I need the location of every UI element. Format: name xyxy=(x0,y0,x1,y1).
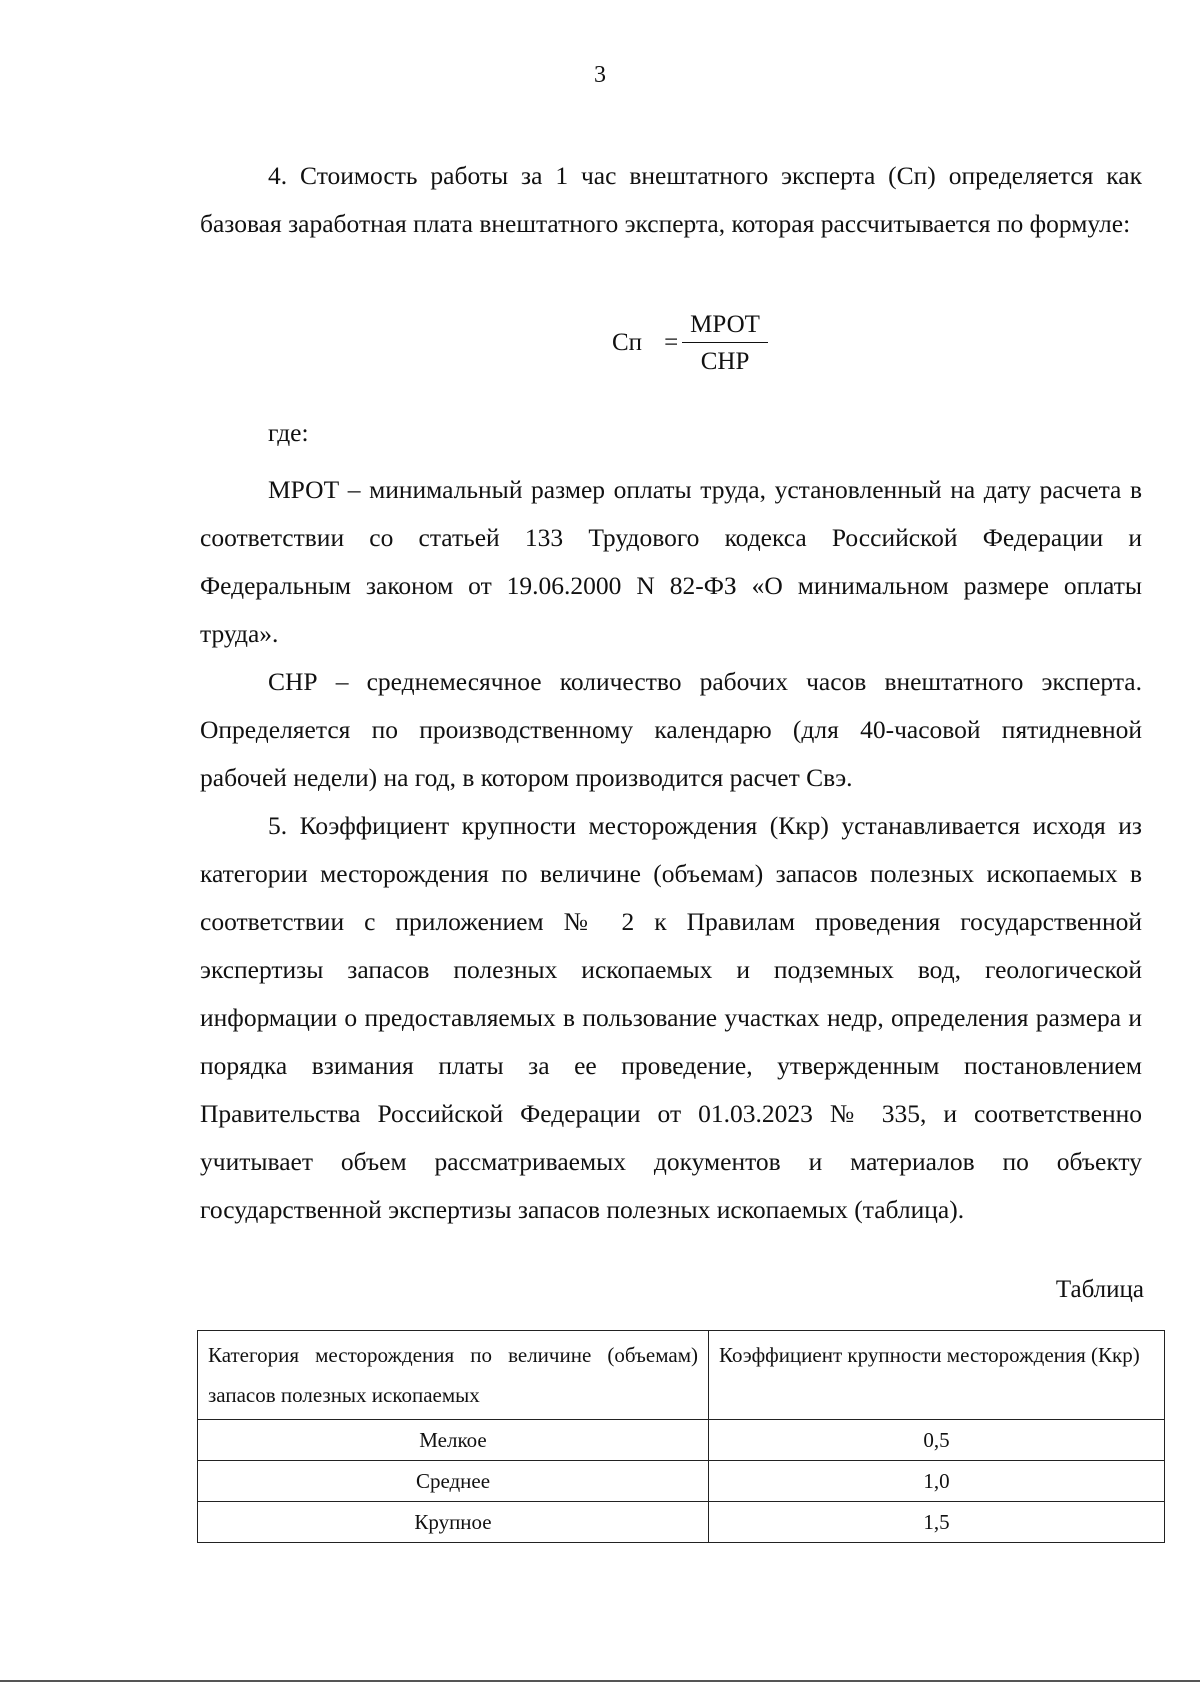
paragraph-snr-definition: СНР – среднемесячное количество рабочих часов внештатного эксперта. Определяется по производственному календарю (для 40-часовой пятидневной рабочей недели) на год, в котором производится расчет Свэ. xyxy=(200,667,1142,792)
where-label: где: xyxy=(268,418,309,447)
table-header-coefficient: Коэффициент крупности месторождения (Ккр) xyxy=(709,1331,1165,1420)
formula-denominator: СНР xyxy=(700,347,750,375)
table-cell-category: Среднее xyxy=(198,1461,709,1502)
paragraph-mrot-definition: МРОТ – минимальный размер оплаты труда, установленный на дату расчета в соответствии со статьей 133 Трудового кодекса Российской Федерации и Федеральным законом от 19.06.2000 N 82-ФЗ «О минимальном размере оплаты труда». xyxy=(200,475,1142,648)
page-number: 3 xyxy=(594,62,606,88)
formula-numerator: МРОТ xyxy=(682,311,768,343)
table-cell-coefficient: 1,5 xyxy=(709,1502,1165,1543)
formula-fraction xyxy=(682,311,768,376)
table-header-row xyxy=(198,1331,1165,1420)
paragraph-4: 4. Стоимость работы за 1 час внештатного эксперта (Сп) определяется как базовая заработная плата внештатного эксперта, которая рассчитывается по формуле: xyxy=(200,161,1142,238)
table-header-category: Категория месторождения по величине (объемам) запасов полезных ископаемых xyxy=(198,1331,709,1420)
table-row xyxy=(198,1502,1165,1543)
coefficient-table xyxy=(197,1330,1165,1543)
formula-equals: = xyxy=(664,329,679,356)
table-row xyxy=(198,1461,1165,1502)
formula xyxy=(612,308,768,378)
table-caption: Таблица xyxy=(1055,1276,1144,1303)
table-cell-coefficient: 1,0 xyxy=(709,1461,1165,1502)
table-cell-category: Крупное xyxy=(198,1502,709,1543)
page-bottom-edge xyxy=(0,1680,1200,1682)
paragraph-5: 5. Коэффициент крупности месторождения (Ккр) устанавливается исходя из категории месторождения по величине (объемам) запасов полезных ископаемых в соответствии с приложением № 2 к Правилам проведения государственной экспертизы запасов полезных ископаемых и подземных вод, геологической информации о предоставляемых в пользование участках недр, определения размера и порядка взимания платы за ее проведение, утвержденным постановлением Правительства Российской Федерации от 01.03.2023 № 335, и соответственно учитывает объем рассматриваемых документов и материалов по объекту государственной экспертизы запасов полезных ископаемых (таблица). xyxy=(200,811,1142,1224)
table-cell-coefficient: 0,5 xyxy=(709,1420,1165,1461)
table-cell-category: Мелкое xyxy=(198,1420,709,1461)
table-row xyxy=(198,1420,1165,1461)
formula-lhs: Сп xyxy=(612,329,643,356)
